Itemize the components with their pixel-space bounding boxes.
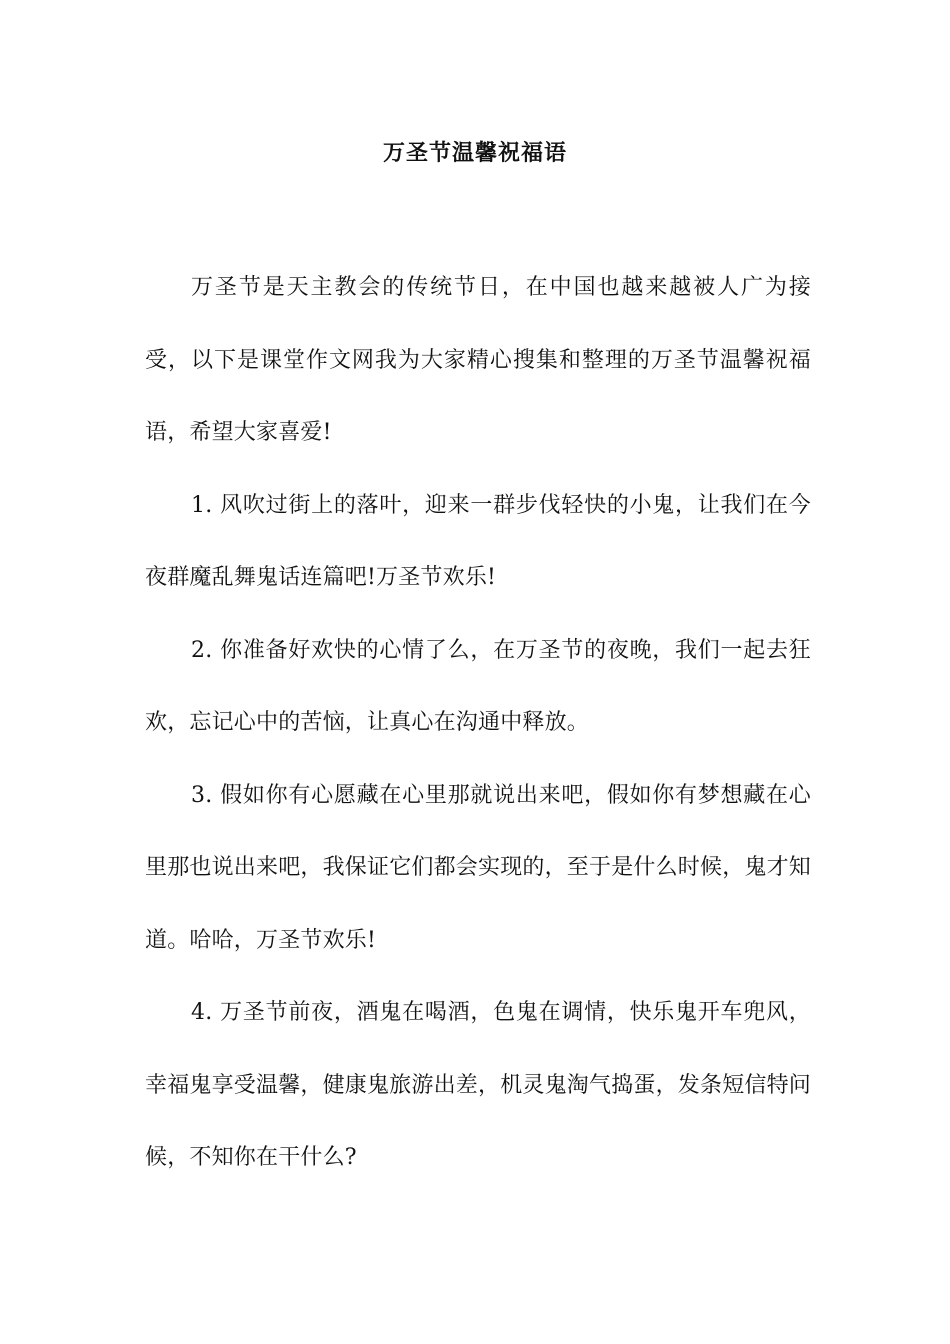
greeting-paragraph-1: 1. 风吹过街上的落叶，迎来一群步伐轻快的小鬼，让我们在今夜群魔乱舞鬼话连篇吧!万圣节欢乐! xyxy=(145,492,811,590)
greeting-paragraph-2: 2. 你准备好欢快的心情了么，在万圣节的夜晚，我们一起去狂欢，忘记心中的苦恼，让真心在沟通中释放。 xyxy=(145,637,811,735)
greeting-paragraph-4: 4. 万圣节前夜，酒鬼在喝酒，色鬼在调情，快乐鬼开车兜风，幸福鬼享受温馨，健康鬼旅游出差，机灵鬼淘气捣蛋，发条短信特问候，不知你在干什么? xyxy=(145,1000,812,1170)
greeting-paragraph-3: 3. 假如你有心愿藏在心里那就说出来吧，假如你有梦想藏在心里那也说出来吧，我保证它们都会实现的，至于是什么时候，鬼才知道。哈哈，万圣节欢乐! xyxy=(145,782,812,953)
intro-paragraph: 万圣节是天主教会的传统节日，在中国也越来越被人广为接受，以下是课堂作文网我为大家精心搜集和整理的万圣节温馨祝福语，希望大家喜爱! xyxy=(145,275,811,445)
document-title: 万圣节温馨祝福语 xyxy=(382,140,567,166)
document-body xyxy=(145,252,811,1195)
